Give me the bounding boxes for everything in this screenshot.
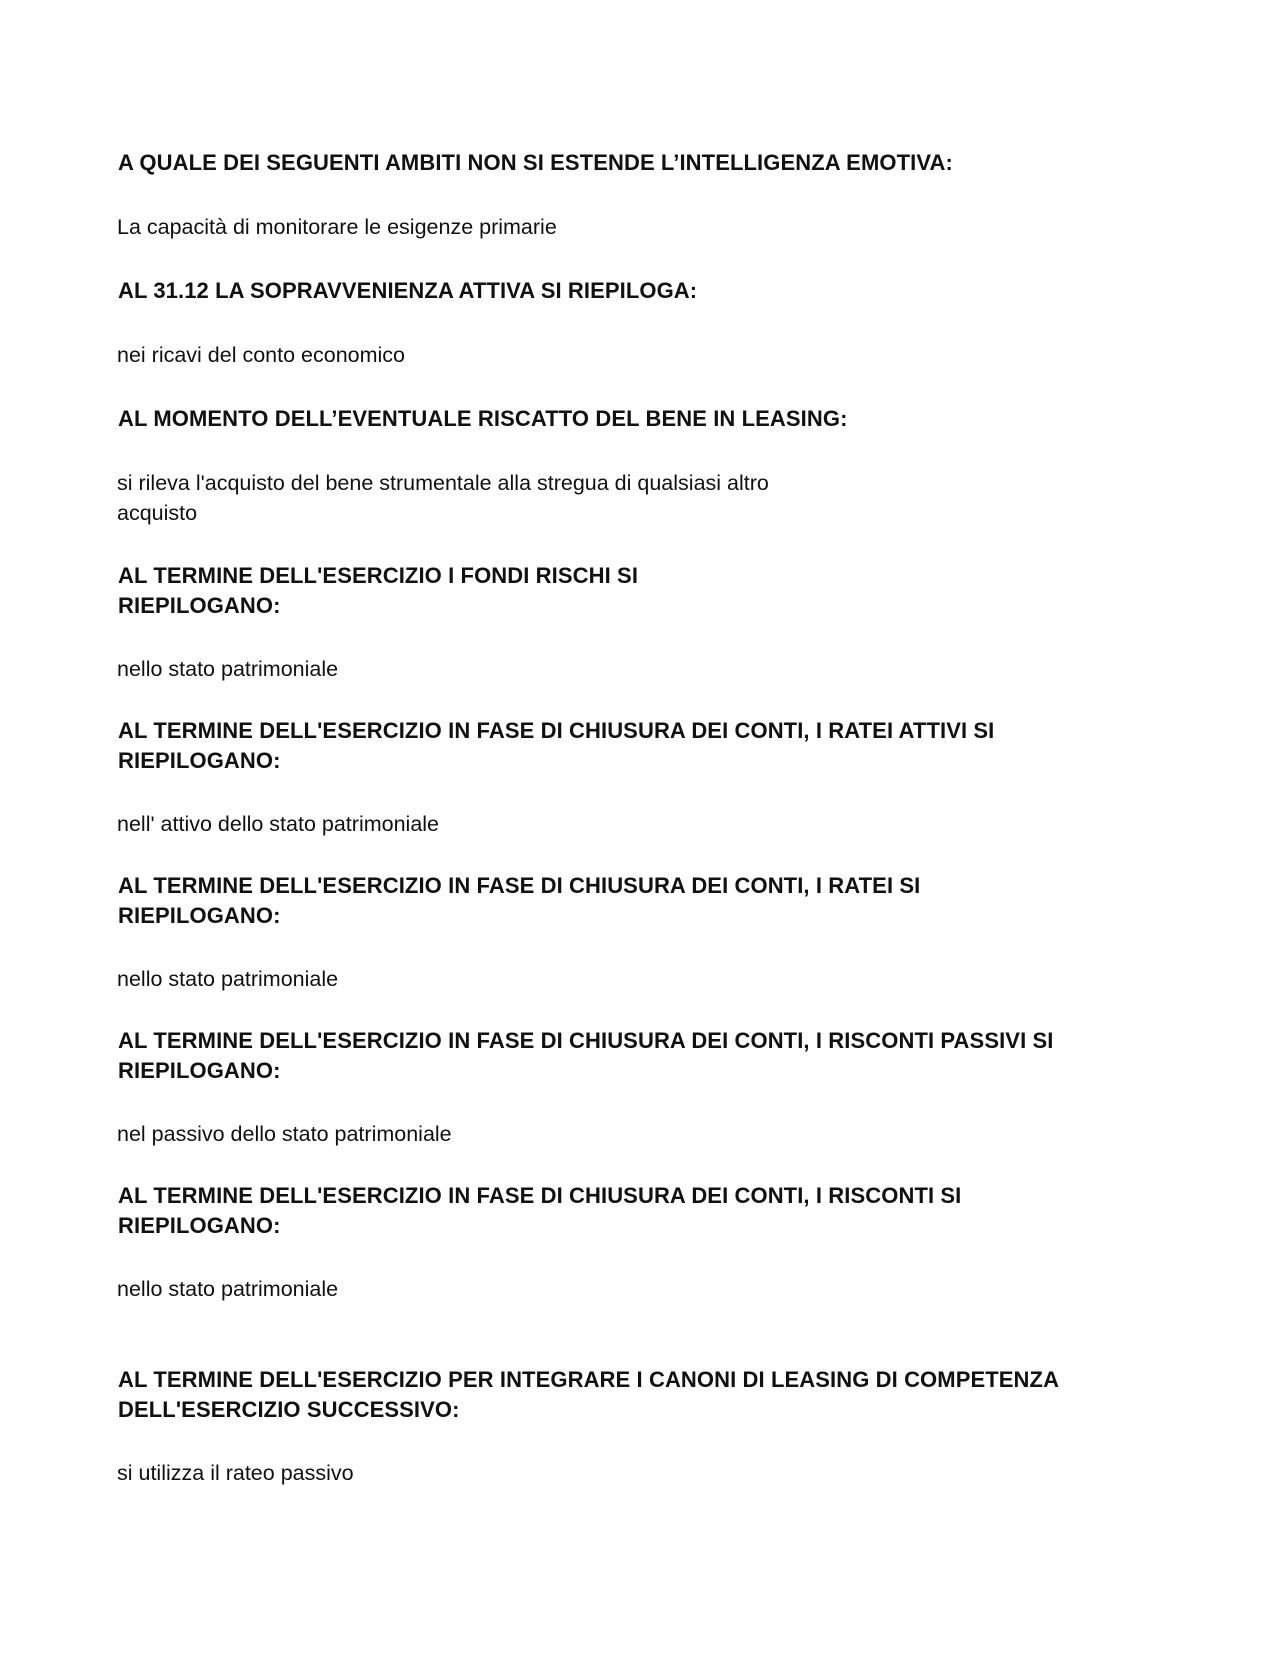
answer-2 [117,340,405,370]
question-8 [118,1181,961,1241]
question-5 [118,716,994,776]
question-line: RIEPILOGANO: [118,1058,281,1083]
answer-line: nei ricavi del conto economico [117,343,406,367]
question-line: RIEPILOGANO: [118,903,281,928]
answer-line: nello stato patrimoniale [117,967,339,991]
answer-6 [117,964,338,994]
answer-line: nell' attivo dello stato patrimoniale [117,812,440,836]
question-line: A QUALE DEI SEGUENTI AMBITI NON SI ESTENDE L’INTELLIGENZA EMOTIVA: [118,150,953,175]
question-3 [118,404,848,434]
question-2 [118,276,697,306]
question-1 [118,148,953,178]
answer-5 [117,809,439,839]
question-line: AL TERMINE DELL'ESERCIZIO I FONDI RISCHI SI [118,563,639,588]
answer-7 [117,1119,452,1149]
answer-line: acquisto [117,501,198,525]
question-line: AL MOMENTO DELL’EVENTUALE RISCATTO DEL BENE IN LEASING: [118,406,848,431]
answer-line: La capacità di monitorare le esigenze primarie [117,215,557,239]
question-line: AL TERMINE DELL'ESERCIZIO IN FASE DI CHIUSURA DEI CONTI, I RATEI SI [118,873,921,898]
question-line: RIEPILOGANO: [118,748,281,773]
answer-8 [117,1274,338,1304]
answer-9 [117,1458,354,1488]
answer-4 [117,654,338,684]
answer-line: nello stato patrimoniale [117,657,339,681]
question-4 [118,561,638,621]
question-9 [118,1365,1059,1425]
question-line: AL TERMINE DELL'ESERCIZIO IN FASE DI CHIUSURA DEI CONTI, I RATEI ATTIVI SI [118,718,995,743]
question-line: AL TERMINE DELL'ESERCIZIO PER INTEGRARE I CANONI DI LEASING DI COMPETENZA [118,1367,1060,1392]
question-line: RIEPILOGANO: [118,1213,281,1238]
answer-line: nel passivo dello stato patrimoniale [117,1122,452,1146]
question-line: AL TERMINE DELL'ESERCIZIO IN FASE DI CHIUSURA DEI CONTI, I RISCONTI PASSIVI SI [118,1028,1054,1053]
answer-3 [117,468,769,528]
question-line: AL 31.12 LA SOPRAVVENIENZA ATTIVA SI RIEPILOGA: [118,278,698,303]
question-line: AL TERMINE DELL'ESERCIZIO IN FASE DI CHIUSURA DEI CONTI, I RISCONTI SI [118,1183,962,1208]
question-6 [118,871,920,931]
question-line: RIEPILOGANO: [118,593,281,618]
answer-line: si rileva l'acquisto del bene strumentale alla stregua di qualsiasi altro [117,471,769,495]
answer-1 [117,212,557,242]
question-7 [118,1026,1053,1086]
answer-line: si utilizza il rateo passivo [117,1461,354,1485]
answer-line: nello stato patrimoniale [117,1277,339,1301]
question-line: DELL'ESERCIZIO SUCCESSIVO: [118,1397,460,1422]
